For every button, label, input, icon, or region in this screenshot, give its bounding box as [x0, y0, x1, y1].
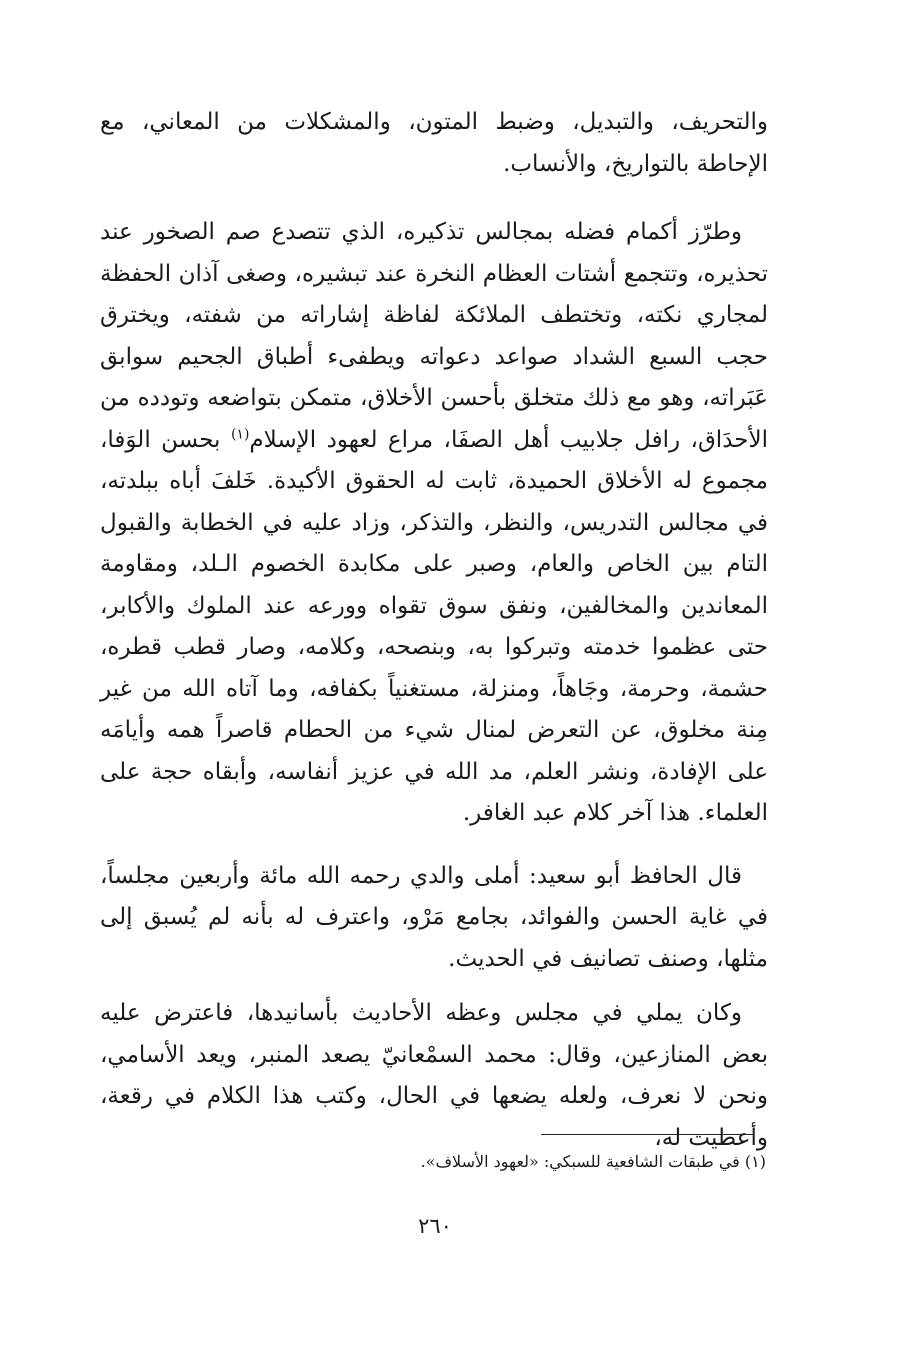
- paragraph-2-text-a: وطرّز أكمام فضله بمجالس تذكيره، الذي تتصدع صم الصخور عند تحذيره، وتتجمع أشتات العظام النخرة عند تبشيره، وصغى آذان الحفظة لمجاري نكته، وتختطف الملائكة لفاظة إشاراته من شفته، ويخترق حجب السبع الشداد صواعد دعواته ويطفىء أطباق الجحيم سوابق عَبَراته، وهو مع ذلك متخلق بأحسن الأخلاق، متمكن بتواضعه وتودده من الأحدَاق، رافل جلابيب أهل الصفَا، مراع لعهود الإسلام: [100, 219, 768, 453]
- page-body: [100, 102, 768, 1159]
- paragraph-2: [100, 212, 768, 835]
- paragraph-3: قال الحافظ أبو سعيد: أملى والدي رحمه الله مائة وأربعين مجلساً، في غاية الحسن والفوائد، بجامع مَرْو، واعترف له بأنه لم يُسبق إلى مثلها، وصنف تصانيف في الحديث.: [100, 862, 768, 972]
- footnote-text: في طبقات الشافعية للسبكي: «لعهود الأسلاف».: [420, 1152, 740, 1171]
- paragraph-1: والتحريف، والتبديل، وضبط المتون، والمشكلات من المعاني، مع الإحاطة بالتواريخ، والأنساب.: [100, 109, 768, 177]
- paragraph-2-text-b: بحسن الوَفا، مجموع له الأخلاق الحميدة، ثابت له الحقوق الأكيدة. خَلفَ أباه ببلدته، في مجالس التدريس، والنظر، والتذكر، وزاد عليه في الخطابة والقبول التام بين الخاص والعام، وصبر على مكابدة الخصوم الـلد، ومقاومة المعاندين والمخالفين، ونفق سوق تقواه وورعه عند الملوك والأكابر، حتى عظموا خدمته وتبركوا به، وبنصحه، وكلامه، وصار قطب قطره، حشمة، وحرمة، وجَاهاً، ومنزلة، مستغنياً بكفافه، وما آتاه الله من غير مِنة مخلوق، عن التعرض لمنال شيء من الحطام قاصراً همه وأيامَه على الإفادة، ونشر العلم، مد الله في عزيز أنفاسه، وأبقاه حجة على العلماء. هذا آخر كلام عبد الغافر.: [100, 426, 768, 826]
- page-number: ٢٦٠: [418, 1214, 452, 1238]
- footnote-marker: (١): [744, 1152, 766, 1171]
- footnote-separator: [541, 1134, 754, 1135]
- paragraph-4: وكان يملي في مجلس وعظه الأحاديث بأسانيدها، فاعترض عليه بعض المنازعين، وقال: محمد السمْعانيّ يصعد المنبر، ويعد الأسامي، ونحن لا نعرف، ولعله يضعها في الحال، وكتب هذا الكلام في رقعة، وأعطيت له،: [100, 1000, 768, 1151]
- footnote-reference: (١): [230, 425, 250, 442]
- footnote: [300, 1149, 766, 1175]
